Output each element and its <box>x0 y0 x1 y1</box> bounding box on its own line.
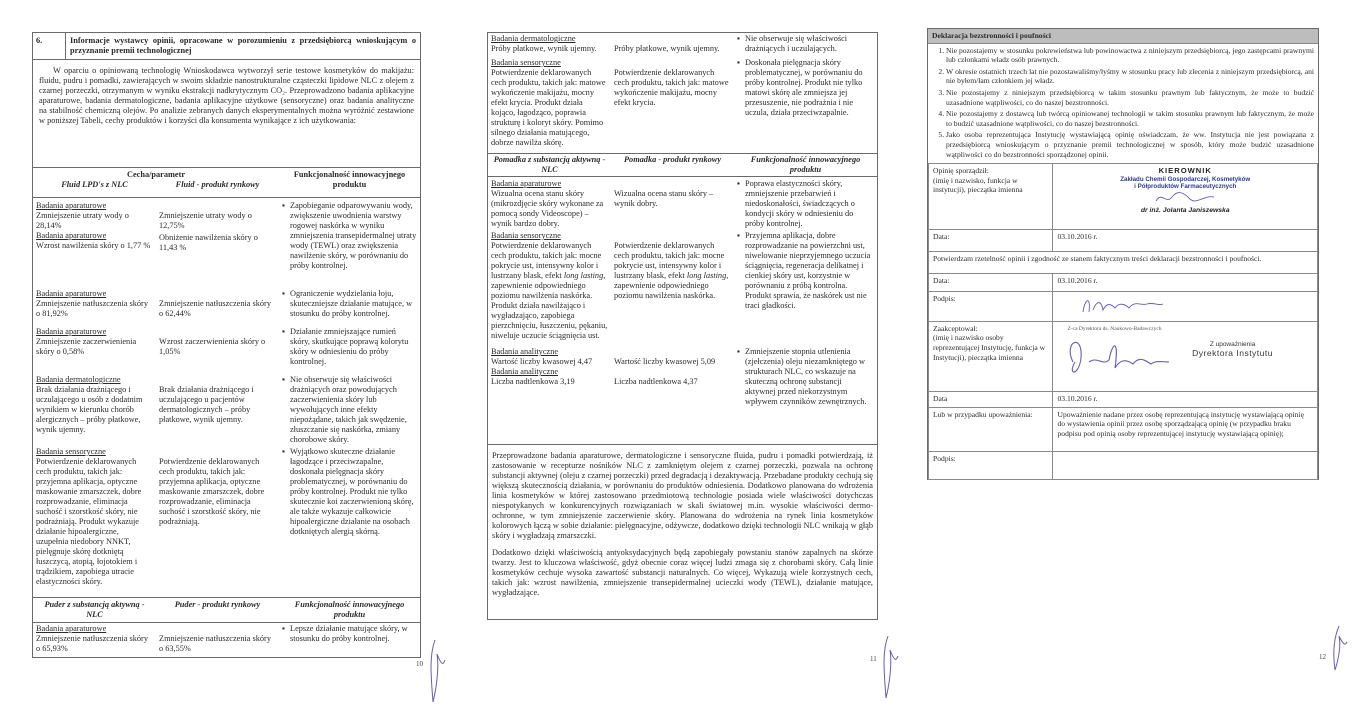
date-label: Data: <box>929 230 1053 252</box>
cell-functionality: Lepsze działanie matujące skóry, w stosunku do próby kontrolnej. <box>290 624 408 643</box>
cell-nlc: Zmniejszenie utraty wody o 28,14% <box>36 211 129 230</box>
section-number: 6. <box>33 33 66 59</box>
authorization-stamp <box>1192 340 1273 359</box>
cell-nlc: Próby płatkowe, wynik ujemny. <box>491 44 597 53</box>
summary-paragraph-2: Dodatkowo dzięki właściwością antyoksydacyjnych będą zapobiegały powstaniu stanów zapalnych na skórze twarzy. Jest to kluczowa właściwość, gdyż obecnie coraz więcej ludzi zmaga się z chorobami skóry. Całą linie kosmetyków cechuje wysoka zawartość substancji naturalnych. Co więcej, Wykazują wiele korzystnych cech, takich jak: wzrost nawilżenia, zmniejszenie transepidermalnej ucieczki wody (TEWL), działanie matujące, wygładzające. <box>492 548 873 597</box>
header-fluid-nlc: Fluid LPD's z NLC <box>61 180 128 189</box>
row-label: Badania aparaturowe <box>491 179 562 188</box>
document-page-12 <box>915 0 1357 711</box>
cell-nlc: Potwierdzenie deklarowanych cech produktu, takich jak: mocne pokrycie ust, intensywny kolor i lustrzany blask, efekt long lasting, zapewnienie odpowiedniego poziomu nawilżenia naskórka. Produkt działa nawilżająco i wygładzająco, zapobiega pierzchnięciu, łuszczeniu, pękaniu, niweluje uczucie ściągnięcia ust. <box>491 241 608 340</box>
cell-market: Zmniejszenie natłuszczenia skóry o 62,44% <box>159 299 271 318</box>
sign-row <box>929 292 1318 322</box>
sign2-row <box>929 451 1318 479</box>
signature-table <box>928 163 1318 480</box>
declaration-list <box>928 44 1318 164</box>
cell-nlc: Wzrost nawilżenia skóry o 1,77 % <box>36 241 151 250</box>
initials-signature-icon <box>878 632 900 702</box>
declaration-title: Deklaracja bezstronności i poufności <box>928 29 1318 44</box>
declaration-item: 1. Nie pozostajemy w stosunku pokrewieństwa lub powinowactwa z niniejszym przedsiębiorcą, jego zastępcami prawnymi lub członkami władz osób prawnych. <box>946 46 1314 65</box>
cell-market: Wartość liczby kwasowej 5,09 <box>614 357 716 366</box>
cell-functionality: Nie obserwuje się właściwości drażniących i uczulających. <box>745 34 848 53</box>
stamp-line: Dyrektora Instytutu <box>1192 348 1273 359</box>
fluid-table-body <box>33 198 420 597</box>
cell-functionality: Wyjątkowo skuteczne działanie łagodzące i przeciwzapalne, doskonała pielęgnacja skóry problematycznej, w porównaniu do próby kontrolnej. Produkt nie tylko skutecznie koi zaczerwienioną skórę, ale także wykazuje całkowicie hipoalergiczne działanie na osobach dotkniętych alergią skórną. <box>290 447 414 536</box>
cell-functionality: Ograniczenie wydzielania łoju, skuteczniejsze działanie matujące, w stosunku do próby kontrolnej. <box>290 289 413 318</box>
confirm-text: Potwierdzam rzetelność opinii i zgodność ze stanem faktycznym treści deklaracji bezstronności i poufności. <box>929 252 1318 274</box>
table-row: Badania aparaturowe Zmniejszenie zaczerwienienia skóry o 0,58% Wzrost zaczerwienienia skóry o 1,05% ▪ Działanie zmniejszające rumień skóry, skutkujące poprawą kolorytu skóry w odniesieniu do próby kontrolnej. <box>33 327 420 375</box>
cell-nlc: Zmniejszenie natłuszczenia skóry o 81,92% <box>36 299 148 318</box>
declaration-item: 4. Nie pozostajemy z dostawcą lub twórcą opiniowanej technologii w takim stosunku prawnym lub faktycznym, że może to budzić uzasadnione wątpliwości, co do naszej bezstronności. <box>946 109 1314 128</box>
puder-table-header <box>33 597 420 623</box>
signature-field-2[interactable] <box>1053 451 1318 479</box>
continued-table-box <box>487 32 878 620</box>
accepted-row <box>929 321 1318 391</box>
prepared-label: Opinię sporządził: (imię i nazwisko, funkcja w instytucji), pieczątka imienna <box>929 164 1053 230</box>
cell-market: Wzrost zaczerwienienia skóry o 1,05% <box>159 337 266 356</box>
handwritten-signature-icon <box>1077 294 1167 316</box>
cell-market: Potwierdzenie deklarowanych cech produktu, takich jak: matowe wykończenie makijażu, mocny efekt krycia. <box>614 68 729 107</box>
table-row: Badania sensoryczne Potwierdzenie deklarowanych cech produktu, takich jak: mocne pokrycie ust, intensywny kolor i lustrzany blask, efekt long lasting, zapewnienie odpowiedniego poziomu nawilżenia naskórka. Produkt działa nawilżająco i wygładzająco, zapobiega pierzchnięciu, łuszczeniu, pękaniu, niweluje uczucie ściągnięcia ust. Potwierdzenie deklarowanych cech produktu, takich jak: mocne pokrycie ust, intensywny kolor i lustrzany blask, efekt long lasting, zapewnienie odpowiedniego poziomu nawilżenia naskórka. ▪ Przyjemna aplikacja, dobre rozprowadzanie na powierzchni ust, niwelowanie nieprzyjemnego uczucia ściągnięcia, regeneracja delikatnej i cienkiej skóry ust, korzystnie w porównaniu z próbą kontrolna. Produkt sprawia, że naskórek ust nie traci gładkości. <box>488 231 877 347</box>
declaration-box <box>927 28 1319 480</box>
cell-nlc: Zmniejszenie zaczerwienienia skóry o 0,58% <box>36 337 137 356</box>
header-puder-market: Puder - produkt rynkowy <box>174 600 261 609</box>
initials-signature-icon <box>1327 624 1349 674</box>
cell-functionality: Przyjemna aplikacja, dobre rozprowadzanie na powierzchni ust, niwelowanie nieprzyjemnego uczucia ściągnięcia, regeneracja delikatnej i cienkiej skóry ust, korzystnie w porównaniu z próbą kontrolna. Produkt sprawia, że naskórek ust nie traci gładkości. <box>745 231 871 310</box>
puder-continued-rows <box>488 33 877 153</box>
pomadka-table-header <box>488 153 877 177</box>
cell-market: Brak działania drażniącego i uczulającego u pacjentów dermatologicznych – próby płatkowe, wynik ujemny. <box>159 385 254 424</box>
table-row: Badania sensoryczne Potwierdzenie deklarowanych cech produktu, takich jak: matowe wykończenie makijażu, mocny efekt krycia. Produkt działa kojąco, łagodząco, poprawia strukturę i koloryt skóry. Pomimo silnego działania matującego, dobrze nawilża skórę. Potwierdzenie deklarowanych cech produktu, takich jak: matowe wykończenie makijażu, mocny efekt krycia. ▪ Doskonała pielęgnacja skóry problematycznej, w porównaniu do próby kontrolnej. Produkt nie tylko matowi skórę ale zmniejsza jej przesuszenie, nie podrażnia i nie uczula, działa przeciwzapalnie. <box>488 58 877 153</box>
cell-market: Potwierdzenie deklarowanych cech produktu, takich jak: mocne pokrycie ust, intensywny kolor i lustrzany blask, efekt long lasting, zapewnienie odpowiedniego poziomu nawilżenia naskórka. <box>614 241 729 300</box>
row-label: Badania dermatologiczne <box>36 375 121 384</box>
document-page-11 <box>470 0 900 711</box>
date3-row <box>929 391 1318 407</box>
section-header <box>33 33 420 60</box>
stamp-title: KIEROWNIK <box>1158 166 1212 176</box>
stamp-name: dr inż. Jolanta Janiszewska <box>1140 207 1230 215</box>
row-label: Badania aparaturowe <box>36 231 107 240</box>
declaration-item: 3. Nie pozostajemy z niniejszym przedsiębiorcą w takim stosunku prawnym lub faktycznym, że może to budzić uzasadnione wątpliwości, co do naszej bezstronności. <box>946 88 1314 107</box>
cell-nlc: Potwierdzenie deklarowanych cech produktu, takich jak: matowe wykończenie makijażu, mocny efekt krycia. Produkt działa kojąco, łagodząco, poprawia strukturę i koloryt skóry. Pomimo silnego działania matującego, dobrze nawilża skórę. <box>491 68 606 147</box>
authorization-label: Lub w przypadku upoważnienia: <box>929 407 1053 451</box>
header-group: Cecha/parametr <box>126 170 186 179</box>
header-pomadka-nlc: Pomadka z substancją aktywną - NLC <box>493 155 606 174</box>
stamp-line: i Półproduktów Farmaceutycznych <box>1134 183 1237 191</box>
stamp-line: Z upoważnienia <box>1209 340 1256 348</box>
cell-market: Zmniejszenie natłuszczenia skóry o 63,55% <box>159 634 271 653</box>
header-pomadka-market: Pomadka - produkt rynkowy <box>623 155 722 164</box>
row-label: Badania aparaturowe <box>36 327 107 336</box>
handwritten-signature-icon <box>1063 332 1173 382</box>
header-functionality: Funkcjonalność innowacyjnego produktu <box>293 170 406 189</box>
sign2-label: Podpis: <box>929 451 1053 479</box>
accepted-stamp <box>1053 321 1318 391</box>
page-number: 12 <box>1319 653 1326 661</box>
cell-market: Obniżenie nawilżenia skóry o 11,43 % <box>159 233 258 252</box>
header-fluid-market: Fluid - produkt rynkowy <box>175 180 260 189</box>
row-label: Badania sensoryczne <box>36 447 106 456</box>
row-label: Badania aparaturowe <box>36 201 107 210</box>
cell-functionality: Zapobieganie odparowywaniu wody, zwiększenie uwodnienia warstwy rogowej naskórka w wyniku zmniejszenia transepidermalnej utraty wody (TEWL) oraz zwiększenia nawilżenie skóry, w porównaniu do próby kontrolnej. <box>290 201 417 270</box>
row-label: Badania dermatologiczne <box>491 34 576 43</box>
cell-functionality: Działanie zmniejszające rumień skóry, skutkujące poprawą kolorytu skóry w odniesieniu do próby kontrolnej. <box>290 327 409 366</box>
cell-market: Potwierdzenie deklarowanych cech produktu, takich jak: przyjemna aplikacja, optyczne maskowanie zmarszczek, dobre rozprowadzanie, eliminacja suchość i szorstkość skóry, nie podrażniają. <box>159 457 265 526</box>
cell-functionality: Zmniejszenie stopnia utlenienia (zjełczenia) oleju niezamkniętego w strukturach NLC, co wskazuje na skuteczną ochronę substancji aktywnej przed niekorzystnym wpływem czynników zewnętrznych. <box>745 347 867 406</box>
header-puder-functionality: Funkcjonalność innowacyjnego produktu <box>294 600 405 619</box>
row-label: Badania analityczne <box>491 367 559 376</box>
table-row: Badania dermatologiczne Próby płatkowe, wynik ujemny. Próby płatkowe, wynik ujemny. ▪ Nie obserwuje się właściwości drażniących i uczulających. <box>488 34 877 58</box>
cell-nlc: Wizualna ocena stanu skóry (mikrozdjęcie skóry wykonane za pomocą sondy Videoscope) – wynik bardzo dobry. <box>491 189 604 228</box>
date-value: 03.10.2016 r. <box>1053 230 1318 252</box>
authorization-row <box>929 407 1318 451</box>
date2-row <box>929 274 1318 292</box>
fluid-table-header <box>33 168 420 198</box>
prepared-row <box>929 164 1318 230</box>
cell-nlc: Brak działania drażniącego i uczulającego u osób z dodatnim wynikiem w kierunku chorób alergicznych – próby płatkowe, wynik ujemny. <box>36 385 143 434</box>
cell-nlc: Wartość liczby kwasowej 4,47 <box>491 357 593 366</box>
table-row: Badania aparaturowe Zmniejszenie utraty wody o 28,14% Badania aparaturowe Wzrost nawilżenia skóry o 1,77 % Zmniejszenie utraty wody o 12,75% Obniżenie nawilżenia skóry o 11,43 % ▪ Zapobieganie odparowywaniu wody, zwiększenie uwodnienia warstwy rogowej naskórka w wyniku zmniejszenia transepidermalnej utraty wody (TEWL) oraz zwiększenia nawilżenie skóry, w porównaniu do próby kontrolnej. <box>33 201 420 289</box>
date3-label: Data <box>929 391 1053 407</box>
table-row: Badania aparaturowe Wizualna ocena stanu skóry (mikrozdjęcie skóry wykonane za pomocą sondy Videoscope) – wynik bardzo dobry. Wizualna ocena stanu skóry – wynik dobry. ▪ Poprawa elastyczności skóry, zmniejszenie przebarwień i niedoskonałości, świadczących o kondycji skóry w odniesieniu do próby kontrolnej. <box>488 179 877 231</box>
declaration-item: 5. Jako osoba reprezentująca Instytucję wystawiającą opinię oświadczam, że ww. Instytucja nie jest powiązana z przedsiębiorcą wnioskującym o przyznanie premii technologicznej w sposób, który może budzić uzasadnione wątpliwości co do bezstronności sporządzonej opinii. <box>946 130 1314 159</box>
page-number: 10 <box>416 660 423 668</box>
cell-market: Liczba nadtlenkowa 4,37 <box>614 377 698 386</box>
cell-functionality: Nie obserwuje się właściwości drażniących oraz powodujących zaczerwienienia skóry lub wywołujących inne efekty niepożądane, takich jak swędzenie, złuszczanie się naskórka, zmiany chorobowe skóry. <box>290 375 407 444</box>
sign-label: Podpis: <box>929 292 1053 322</box>
table-row: Badania aparaturowe Zmniejszenie natłuszczenia skóry o 65,93% Zmniejszenie natłuszczenia skóry o 63,55% ▪ Lepsze działanie matujące skóry, w stosunku do próby kontrolnej. <box>33 623 420 654</box>
confirm-row <box>929 252 1318 274</box>
page-number: 11 <box>870 655 877 663</box>
row-label: Badania aparaturowe <box>36 289 107 298</box>
stamp-line: Z-ca Dyrektora ds. Naukowo-Badawczych <box>1067 325 1162 332</box>
document-page-10 <box>0 0 460 711</box>
summary-paragraph-1: Przeprowadzone badania aparaturowe, dermatologiczne i sensoryczne fluida, pudru i pomadki potwierdzają, iż zastosowanie w recepturze nośników NLC z zamkniętym olejem z czarnej porzeczki, pozwala na ochronę substancji aktywnej (oleju z czarnej porzeczki) przed degradacją i dezaktywacją. Przebadane produkty cechują się większą skutecznością działania, w porównaniu do produktów odniesienia. Dodatkowo planowana do wdrożenia linia kosmetyków w której zastosowano przedmiotową technologie posiada wiele właściwości dotychczas niespotykanych w konkurencyjnych rozwiązaniach w skali światowej m.in. wysokie właściwości dermo-ochronne, w tym zmniejszenie zaczerwienie skóry. Planowana do wdrożenia na rynek linia kosmetyków kolorowych łączą w sobie działanie: pielęgnacyjne, odżywcze, dodatkowo dzięki technologii NLC wnikają w głąb skóry i wygładzają zmarszczki. <box>492 451 873 540</box>
date3-value: 03.10.2016 r. <box>1053 391 1318 407</box>
cell-nlc: Potwierdzenie deklarowanych cech produktu, takich jak: przyjemna aplikacja, optyczne maskowanie zmarszczek, dobre rozprowadzanie, eliminacja suchość i szorstkość skóry, nie podrażniają. Produkt wykazuje działanie hipoalergiczne, uzupełnia niedobory NNKT, pielęgnuje skórę dotkniętą łuszczycą, atopią, łojotokiem i trądzikiem, zapobiega utracie elastyczności skóry. <box>36 457 142 586</box>
prepared-stamp <box>1053 164 1318 230</box>
stamp-line: Zakładu Chemii Gospodarczej, Kosmetyków <box>1120 175 1251 183</box>
cell-functionality: Doskonała pielęgnacja skóry problematycznej, w porównaniu do próby kontrolnej. Produkt nie tylko matowi skórę ale zmniejsza jej przesuszenie, nie podrażnia i nie uczula, działa przeciwzapalnie. <box>745 58 863 117</box>
section-title: Informacje wystawcy opinii, opracowane w porozumieniu z przedsiębiorcą wnioskującym o przyznanie premii technologicznej <box>70 36 416 55</box>
row-label: Badania sensoryczne <box>491 58 561 67</box>
initials-signature-icon <box>425 636 447 706</box>
table-row: Badania aparaturowe Zmniejszenie natłuszczenia skóry o 81,92% Zmniejszenie natłuszczenia skóry o 62,44% ▪ Ograniczenie wydzielania łoju, skuteczniejsze działanie matujące, w stosunku do próby kontrolnej. <box>33 289 420 327</box>
header-puder-nlc: Puder z substancją aktywną - NLC <box>44 600 145 619</box>
cell-market: Zmniejszenie utraty wody o 12,75% <box>159 211 252 230</box>
row-label: Badania analityczne <box>491 347 559 356</box>
cell-market: Wizualna ocena stanu skóry – wynik dobry. <box>614 189 714 208</box>
date2-value: 03.10.2016 r. <box>1053 274 1318 292</box>
cell-functionality: Poprawa elastyczności skóry, zmniejszenie przebarwień i niedoskonałości, świadczących o kondycji skóry w odniesieniu do próby kontrolnej. <box>745 179 855 228</box>
row-label: Badania aparaturowe <box>36 624 107 633</box>
row-label: Badania sensoryczne <box>491 231 561 240</box>
opinion-section-box <box>32 32 421 658</box>
table-row: Badania analityczne Wartość liczby kwasowej 4,47 Badania analityczne Liczba nadtlenkowa 3,19 Wartość liczby kwasowej 5,09 Liczba nadtlenkowa 4,37 ▪ Zmniejszenie stopnia utlenienia (zjełczenia) oleju niezamkniętego w strukturach NLC, co wskazuje na skuteczną ochronę substancji aktywnej przed niekorzystnym wpływem czynników zewnętrznych. <box>488 347 877 407</box>
date-row <box>929 230 1318 252</box>
intro-paragraph: W oparciu o opiniowaną technologię Wnioskodawca wytworzył serie testowe kosmetyków do makijażu: fluidu, pudru i pomadki, zawierających w swoim składzie nanostrukturalne cząsteczki lipidowe NLC z olejem z czarnej porzeczki, otrzymanym w wyniku ekstrakcji nadkrytycznym CO₂. Przeprowadzono badania aplikacyjne aparaturowe, badania dermatologiczne, badania aplikacyjne użytkowe (sensoryczne) oraz badania analityczne na stabilność chemiczną olejów. Po analizie zebranych danych eksperymentalnych można wyróżnić zestawione w poniższej Tabeli, cechy produktów i korzyści dla konsumenta wynikające z ich użytkowania: <box>33 60 420 168</box>
header-pomadka-functionality: Funkcjonalność innowacyjnego produktu <box>750 155 861 174</box>
accepted-label: Zaakceptował: (imię i nazwisko osoby reprezentującej Instytucję, funkcja w Instytucji), pieczątka imienna <box>929 321 1053 391</box>
table-row: Badania sensoryczne Potwierdzenie deklarowanych cech produktu, takich jak: przyjemna aplikacja, optyczne maskowanie zmarszczek, dobre rozprowadzanie, eliminacja suchość i szorstkość skóry, nie podrażniają. Produkt wykazuje działanie hipoalergiczne, uzupełnia niedobory NNKT, pielęgnuje skórę dotkniętą łuszczycą, atopią, łojotokiem i trądzikiem, zapobiega utracie elastyczności skóry. Potwierdzenie deklarowanych cech produktu, takich jak: przyjemna aplikacja, optyczne maskowanie zmarszczek, dobre rozprowadzanie, eliminacja suchość i szorstkość skóry, nie podrażniają. ▪ Wyjątkowo skuteczne działanie łagodzące i przeciwzapalne, doskonała pielęgnacja skóry problematycznej, w porównaniu do próby kontrolnej. Produkt nie tylko skutecznie koi zaczerwienioną skórę, ale także wykazuje całkowicie hipoalergiczne działanie na osobach dotkniętych alergią skórną. <box>33 447 420 597</box>
date2-label: Data: <box>929 274 1053 292</box>
cell-nlc: Liczba nadtlenkowa 3,19 <box>491 377 575 386</box>
authorization-text: Upoważnienie nadane przez osobę reprezentującą instytucję wystawiającą opinię do wystawienia opinii przez osobę sporządzającą opinię (w przypadku braku podpisu pod opinią osoby reprezentującej instytucję wystawiającą opinię); <box>1053 407 1318 451</box>
table-row: Badania dermatologiczne Brak działania drażniącego i uczulającego u osób z dodatnim wynikiem w kierunku chorób alergicznych – próby płatkowe, wynik ujemny. Brak działania drażniącego i uczulającego u pacjentów dermatologicznych – próby płatkowe, wynik ujemny. ▪ Nie obserwuje się właściwości drażniących oraz powodujących zaczerwienienia skóry lub wywołujących inne efekty niepożądane, takich jak swędzenie, złuszczanie się naskórka, zmiany chorobowe skóry. <box>33 375 420 447</box>
signature-field[interactable] <box>1053 292 1318 322</box>
cell-nlc: Zmniejszenie natłuszczenia skóry o 65,93% <box>36 634 148 653</box>
pomadka-table-body <box>488 177 877 445</box>
cell-market: Próby płatkowe, wynik ujemny. <box>614 44 720 53</box>
declaration-item: 2. W okresie ostatnich trzech lat nie pozostawaliśmy/łyśmy w stosunku pracy lub zlecenia z niniejszym przedsiębiorcą, ani nie byłem/łam członkiem jej władz. <box>946 67 1314 86</box>
handwritten-signature-icon <box>1150 191 1220 205</box>
